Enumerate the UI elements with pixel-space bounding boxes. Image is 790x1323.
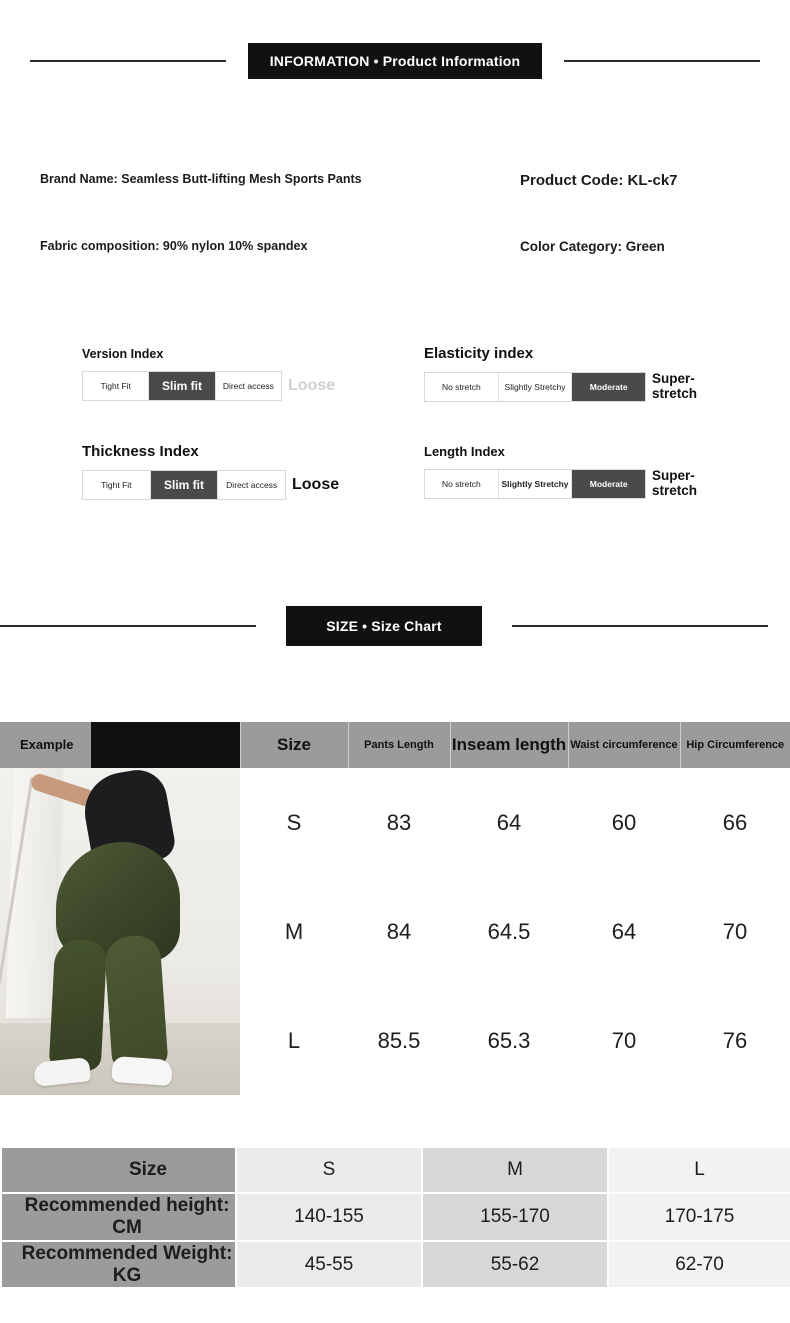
size-banner-rule-right [512, 625, 768, 627]
cell-inseam: 64 [450, 768, 568, 877]
rec-height-m: 155-170 [422, 1193, 608, 1241]
photo-model-leg-left [49, 939, 108, 1072]
elasticity-index-title: Elasticity index [424, 345, 534, 362]
rec-size-label: Size [1, 1147, 236, 1193]
size-banner-rule-left [0, 625, 256, 627]
size-banner-left-text: SIZE [326, 618, 359, 634]
cell-inseam: 64.5 [450, 877, 568, 986]
model-photo-cell [0, 768, 240, 1095]
cell-size: L [240, 986, 348, 1095]
version-index-tail: Loose [288, 377, 336, 394]
cell-hip: 76 [680, 986, 790, 1095]
meter-cell-active: Moderate [572, 373, 645, 401]
color-category: Color Category: Green [520, 239, 665, 254]
size-banner-right-text: Size Chart [371, 618, 442, 634]
rec-weight-s: 45-55 [236, 1241, 422, 1289]
version-index-meter [82, 371, 282, 401]
meter-cell: Direct access [222, 380, 274, 391]
banner-rule-left [30, 60, 226, 62]
meter-cell: Slightly Stretchy [499, 373, 573, 401]
version-index-title: Version Index [82, 347, 164, 361]
rec-weight-m: 55-62 [422, 1241, 608, 1289]
table-row [1, 1193, 790, 1241]
header-hip-circumference: Hip Circumference [680, 722, 790, 768]
meter-cell-active: Moderate [572, 470, 645, 498]
information-banner [0, 43, 790, 79]
product-code: Product Code: KL-ck7 [520, 172, 678, 189]
rec-size-l: L [608, 1147, 790, 1193]
header-size: Size [240, 722, 348, 768]
size-banner [0, 606, 790, 646]
product-code-wrap [520, 172, 750, 189]
table-row [1, 1241, 790, 1289]
elasticity-index-meter [424, 372, 646, 402]
table-row [1, 1147, 790, 1193]
meter-cell: Tight Fit [83, 471, 151, 499]
elasticity-index-block [424, 345, 714, 402]
table-row [0, 768, 790, 877]
meter-cell: Direct access [226, 479, 278, 490]
photo-model-shoe-right [111, 1056, 173, 1086]
header-pants-length: Pants Length [348, 722, 450, 768]
cell-waist: 64 [568, 877, 680, 986]
cell-size: S [240, 768, 348, 877]
cell-inseam: 65.3 [450, 986, 568, 1095]
meter-cell-active: Slim fit [149, 372, 215, 400]
header-inseam-length: Inseam length [450, 722, 568, 768]
meter-cell-active: Slim fit [151, 471, 219, 499]
size-chart-table [0, 722, 790, 1095]
information-banner-label [248, 43, 543, 79]
color-category-wrap [520, 239, 750, 254]
thickness-index-meter [82, 470, 286, 500]
size-banner-dot: • [362, 618, 368, 634]
version-index-block [82, 347, 335, 401]
meter-cell: No stretch [425, 470, 499, 498]
fabric-composition: Fabric composition: 90% nylon 10% spandex [40, 239, 308, 253]
information-banner-right-text: Product Information [382, 53, 521, 69]
product-info-row-2 [40, 239, 750, 254]
meter-cell: Tight Fit [83, 372, 149, 400]
size-banner-label [286, 606, 482, 646]
cell-waist: 70 [568, 986, 680, 1095]
fabric-wrap [40, 239, 520, 253]
rec-height-l: 170-175 [608, 1193, 790, 1241]
cell-hip: 66 [680, 768, 790, 877]
header-waist-circumference: Waist circumference [568, 722, 680, 768]
meter-cell: Slightly Stretchy [499, 470, 573, 498]
thickness-index-tail: Loose [292, 476, 340, 493]
version-index-meter-row [82, 371, 335, 401]
rec-weight-label: Recommended Weight: KG [1, 1241, 236, 1289]
rec-height-s: 140-155 [236, 1193, 422, 1241]
photo-model-leg-right [103, 934, 168, 1070]
cell-pants-length: 83 [348, 768, 450, 877]
rec-size-m: M [422, 1147, 608, 1193]
recommendation-table [0, 1146, 790, 1289]
information-banner-dot: • [373, 53, 379, 69]
length-index-meter [424, 469, 646, 499]
recommendation-table-wrap [0, 1146, 790, 1289]
size-chart-header-row [0, 722, 790, 768]
elasticity-index-tail: Super-stretch [652, 371, 698, 401]
rec-size-s: S [236, 1147, 422, 1193]
product-info-row-1 [40, 172, 750, 189]
cell-size: M [240, 877, 348, 986]
header-example: Example [0, 722, 240, 768]
thickness-index-meter-row [82, 470, 339, 500]
information-banner-left-text: INFORMATION [269, 53, 370, 69]
meter-cell: No stretch [425, 373, 499, 401]
rec-weight-l: 62-70 [608, 1241, 790, 1289]
cell-pants-length: 85.5 [348, 986, 450, 1095]
thickness-index-title: Thickness Index [82, 443, 199, 460]
brand-name: Brand Name: Seamless Butt-lifting Mesh Sports Pants [40, 172, 362, 186]
length-index-title: Length Index [424, 444, 505, 459]
thickness-index-block [82, 443, 339, 500]
brand-name-wrap [40, 172, 520, 186]
cell-waist: 60 [568, 768, 680, 877]
size-chart [0, 722, 790, 1095]
elasticity-index-meter-row [424, 372, 714, 402]
length-index-block [424, 444, 714, 499]
length-index-tail: Super-stretch [652, 468, 698, 498]
cell-hip: 70 [680, 877, 790, 986]
cell-pants-length: 84 [348, 877, 450, 986]
banner-rule-right [564, 60, 760, 62]
rec-height-label: Recommended height: CM [1, 1193, 236, 1241]
product-info-block [0, 172, 790, 254]
model-photo [0, 768, 240, 1095]
length-index-meter-row [424, 469, 714, 499]
